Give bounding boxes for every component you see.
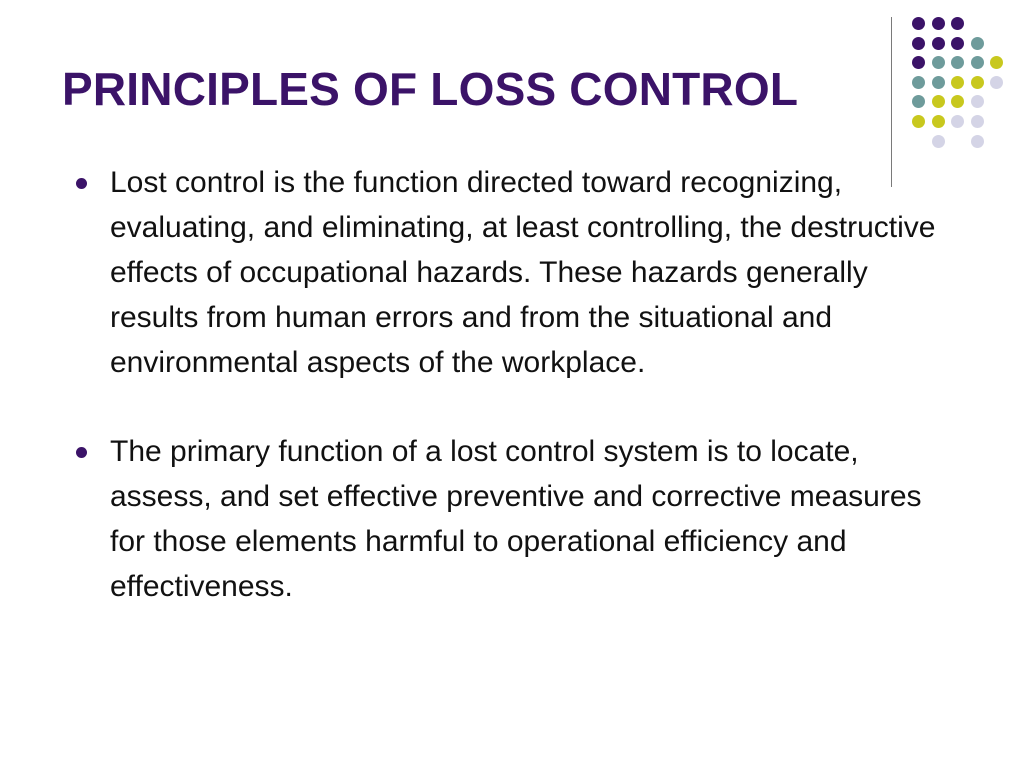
decorative-dot-purple: [912, 17, 925, 30]
decorative-dot-teal: [932, 56, 945, 69]
decorative-dot-yellow: [951, 76, 964, 89]
decorative-dot-lavender: [971, 115, 984, 128]
decorative-dot-teal: [912, 95, 925, 108]
bullet-dot-icon: [76, 447, 87, 458]
decorative-dot-purple: [951, 37, 964, 50]
decorative-dot-teal: [971, 56, 984, 69]
decorative-dot-teal: [971, 37, 984, 50]
decorative-dot-teal: [912, 76, 925, 89]
decorative-dot-purple: [951, 17, 964, 30]
decorative-dot-lavender: [951, 115, 964, 128]
decorative-dot-yellow: [971, 76, 984, 89]
decorative-dot-purple: [912, 56, 925, 69]
bullet-item: [68, 429, 948, 609]
decorative-dot-lavender: [932, 135, 945, 148]
decorative-dot-yellow: [990, 56, 1003, 69]
bullet-dot-icon: [76, 178, 87, 189]
bullet-item: [68, 160, 948, 385]
slide-title: PRINCIPLES OF LOSS CONTROL: [62, 63, 799, 115]
decorative-dot-lavender: [971, 135, 984, 148]
decorative-dot-yellow: [932, 95, 945, 108]
decorative-dot-yellow: [951, 95, 964, 108]
decorative-dot-yellow: [912, 115, 925, 128]
decorative-dot-lavender: [990, 76, 1003, 89]
decorative-dot-purple: [932, 37, 945, 50]
decorative-dot-teal: [951, 56, 964, 69]
decorative-dot-purple: [912, 37, 925, 50]
decorative-dot-teal: [932, 76, 945, 89]
decorative-dot-yellow: [932, 115, 945, 128]
bullet-text: The primary function of a lost control system is to locate, assess, and set effective preventive and corrective measures for those elements harmful to operational efficiency and effectiveness.: [110, 435, 922, 603]
decorative-dot-purple: [932, 17, 945, 30]
bullet-list: [68, 160, 948, 609]
decorative-dot-lavender: [971, 95, 984, 108]
bullet-text: Lost control is the function directed toward recognizing, evaluating, and eliminating, at least controlling, the destructive effects of occupational hazards. These hazards generally results from human errors and from the situational and environmental aspects of the workplace.: [110, 166, 936, 379]
